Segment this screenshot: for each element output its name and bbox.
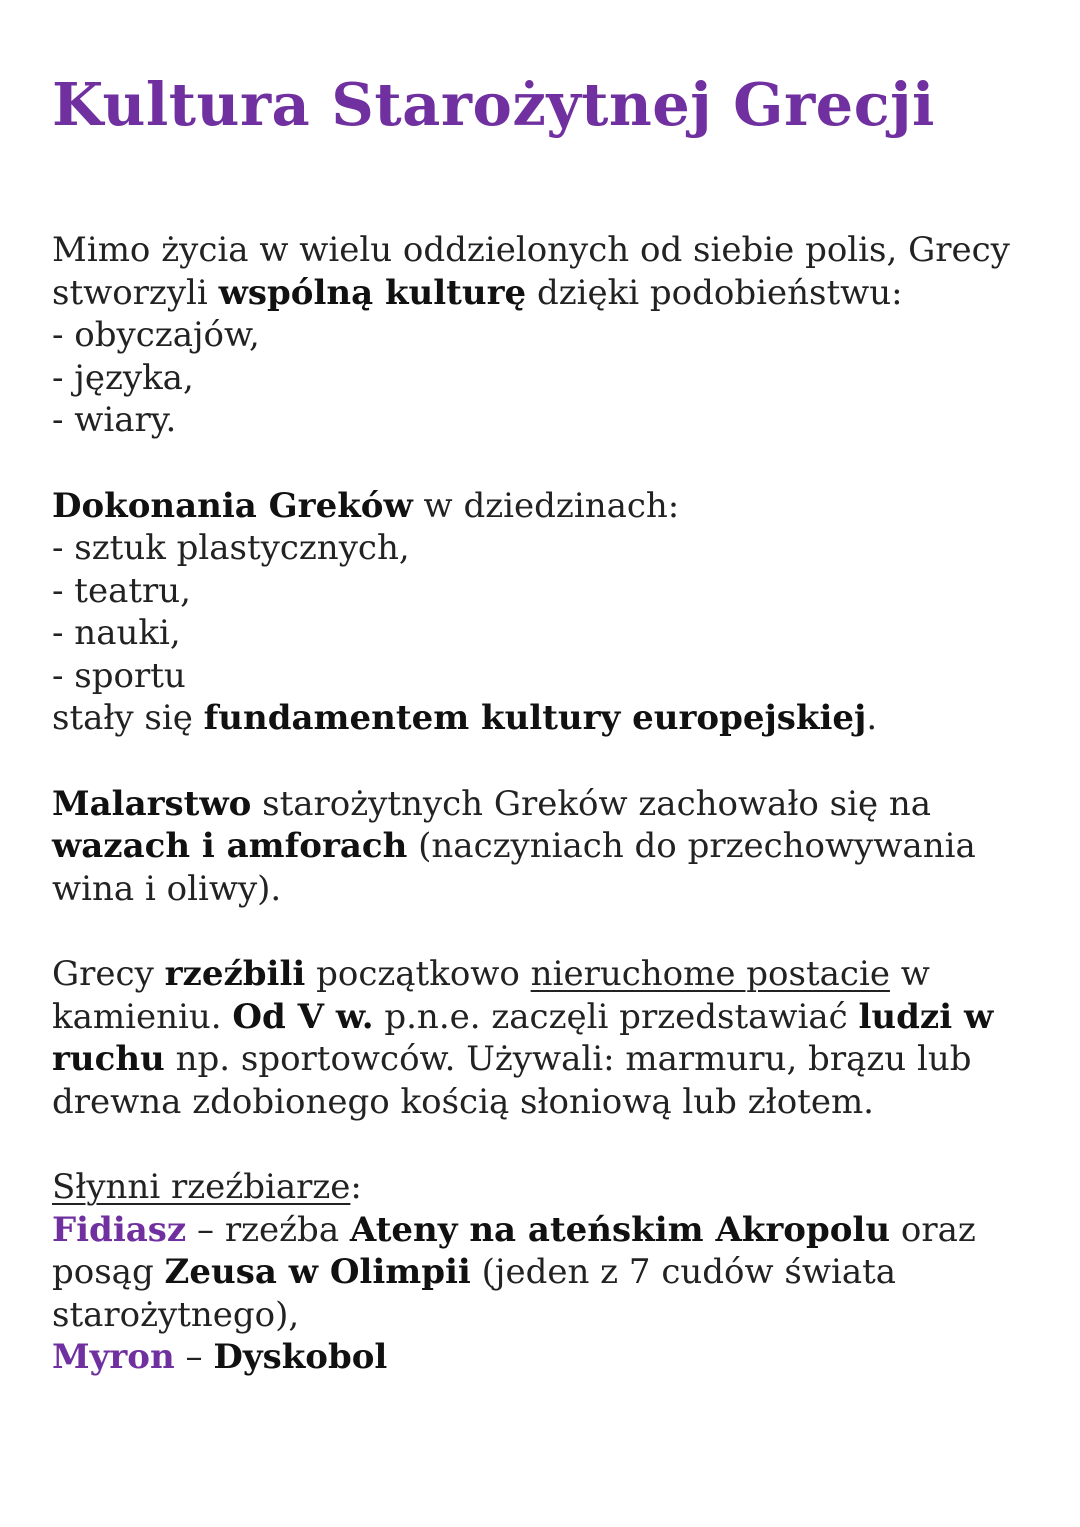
bold-painting: Malarstwo (52, 783, 252, 824)
painting-line-3: wina i oliwy). (52, 868, 282, 909)
list-item: - obyczajów, (52, 315, 260, 355)
bold-vases: wazach i amforach (52, 826, 408, 866)
achievements-line-1 (52, 485, 1042, 528)
bold-sculpted: rzeźbili (164, 954, 306, 994)
sculpture-line-4: drewna zdobionego kością słoniową lub złotem. (52, 1081, 874, 1122)
text-run: – (174, 1337, 214, 1377)
text-run: stworzyli (52, 272, 219, 313)
text-run: (naczyniach do przechowywania (407, 826, 976, 866)
bold-people-in: ludzi w (858, 996, 994, 1037)
text-run: w (889, 954, 930, 994)
fidiasz-line-1 (52, 1209, 1042, 1252)
list-item: - teatru, (52, 570, 191, 611)
text-run: np. sportowców. Używali: marmuru, brązu lub (164, 1039, 972, 1079)
underlined-famous-sculptors: Słynni rzeźbiarze (52, 1167, 351, 1207)
list-item: - języka, (52, 357, 194, 398)
achievements-conclusion (52, 697, 1042, 740)
text-run: posąg (52, 1252, 165, 1292)
list-item: - nauki, (52, 613, 181, 653)
fidiasz-line-3: starożytnego), (52, 1294, 300, 1335)
list-item: - wiary. (52, 400, 177, 440)
text-run: : (350, 1167, 362, 1207)
list-item: - sztuk plastycznych, (52, 528, 410, 568)
painting-line-1 (52, 783, 1042, 826)
text-run: Grecy (52, 954, 165, 994)
painting-paragraph (52, 783, 1042, 911)
achievements-paragraph (52, 485, 1042, 740)
bold-athena-acropolis: Ateny na ateńskim Akropolu (349, 1209, 891, 1250)
text-run: w dziedzinach: (412, 485, 680, 526)
text-run: stały się (52, 698, 204, 738)
sculpture-paragraph (52, 953, 1042, 1123)
sculpture-line-2 (52, 996, 1042, 1039)
intro-paragraph (52, 229, 1042, 442)
intro-line-1: Mimo życia w wielu oddzielonych od siebie polis, Grecy (52, 230, 1010, 270)
bold-from-5th-century: Od V w. (232, 996, 374, 1037)
underlined-static-figures: nieruchome postacie (530, 954, 890, 994)
text-run: dzięki podobieństwu: (526, 272, 903, 313)
document-page (52, 62, 1042, 1379)
bold-common-culture: wspólną kulturę (218, 272, 527, 313)
myron-line (52, 1336, 1042, 1379)
sculptors-heading (52, 1166, 1042, 1209)
fidiasz-line-2 (52, 1251, 1042, 1294)
bold-foundation: fundamentem kultury europejskiej (203, 698, 867, 738)
text-run: p.n.e. zaczęli przedstawiać (373, 996, 859, 1037)
sculptor-name-fidiasz: Fidiasz (52, 1209, 187, 1250)
text-run: starożytnych Greków zachowało się na (251, 783, 932, 824)
page-title: Kultura Starożytnej Grecji (52, 70, 935, 139)
text-run: początkowo (305, 954, 531, 994)
list-item: - sportu (52, 655, 186, 696)
intro-line-2 (52, 272, 1042, 315)
text-run: kamieniu. (52, 996, 233, 1037)
bold-motion: ruchu (52, 1039, 165, 1079)
sculptors-section (52, 1166, 1042, 1379)
sculpture-line-1 (52, 953, 1042, 996)
text-run: oraz (890, 1209, 976, 1250)
bold-discobolus: Dyskobol (213, 1337, 388, 1377)
bold-zeus-olympia: Zeusa w Olimpii (164, 1252, 471, 1292)
text-run: – rzeźba (186, 1209, 350, 1250)
text-run: (jeden z 7 cudów świata (470, 1252, 897, 1292)
bold-achievements: Dokonania Greków (52, 485, 413, 526)
sculpture-line-3 (52, 1038, 1042, 1081)
text-run: . (866, 698, 878, 738)
sculptor-name-myron: Myron (52, 1337, 175, 1377)
painting-line-2 (52, 825, 1042, 868)
